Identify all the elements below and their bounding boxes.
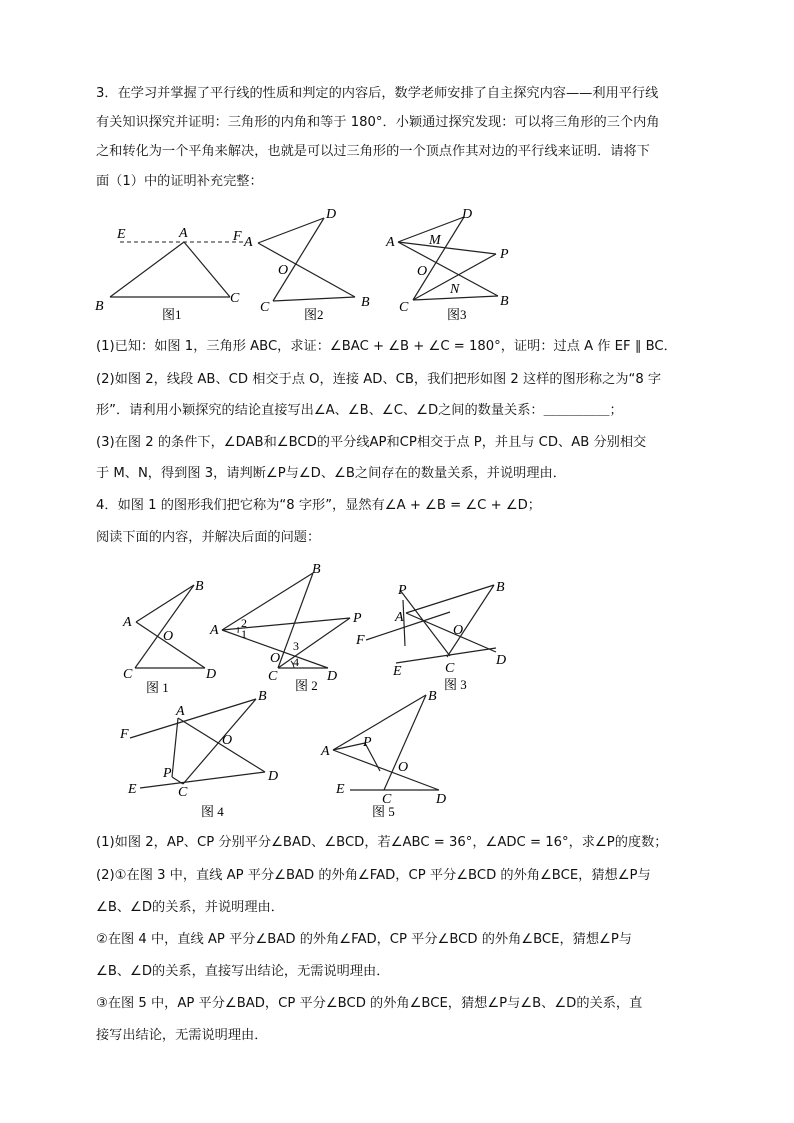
g1-caption: 图 1	[146, 680, 169, 695]
g2-label-2: 2	[241, 616, 247, 630]
g4-label-C: C	[178, 785, 188, 800]
q3-part3-a: (3)在图 2 的条件下，∠DAB和∠BCD的平分线AP和CP相交于点 P，并且与 CD、AB 分别相交	[96, 435, 647, 450]
g2-label-1: 1	[241, 627, 247, 641]
g2-label-C: C	[268, 669, 278, 684]
figure-1-triangle-abc	[95, 226, 245, 322]
q4-figure-4	[119, 689, 278, 819]
bottom-figures	[110, 560, 530, 825]
g2-label-4: 4	[293, 655, 299, 669]
g5-label-O: O	[398, 760, 409, 775]
q3-line-1: 3．在学习并掌握了平行线的性质和判定的内容后，数学老师安排了自主探究内容——利用平行线	[96, 86, 659, 101]
q3-line-3: 之和转化为一个平角来解决，也就是可以过三角形的一个顶点作其对边的平行线来证明．请将下	[96, 144, 650, 159]
fig2-label-B: B	[361, 295, 370, 310]
g1-label-B: B	[195, 579, 204, 594]
fig3-label-A: A	[386, 235, 395, 250]
fig3-label-P: P	[500, 247, 509, 262]
q4-part2-3a: ③在图 5 中，AP 平分∠BAD，CP 平分∠BCD 的外角∠BCE，猜想∠P与∠B、∠D的关系，直	[96, 996, 643, 1011]
g5-label-E: E	[336, 782, 345, 797]
g3-caption: 图 3	[444, 677, 467, 692]
fig1-caption: 图1	[162, 307, 182, 322]
q3-part2-b: 形”．请利用小颖探究的结论直接写出∠A、∠B、∠C、∠D之间的数量关系：＿＿＿＿＿；	[96, 403, 623, 418]
g2-label-O: O	[270, 651, 281, 666]
fig1-label-C: C	[230, 291, 240, 306]
figure-2-eight-shape	[243, 207, 370, 322]
q4-figure-5	[320, 689, 446, 819]
fig2-label-A: A	[244, 235, 253, 250]
fig3-label-M: M	[429, 233, 441, 248]
q3-line-2: 有关知识探究并证明：三角形的内角和等于 180°．小颖通过探究发现：可以将三角形的三个内角	[96, 115, 660, 130]
top-figures	[90, 198, 530, 328]
q4-part2-1b: ∠B、∠D的关系，并说明理由．	[96, 900, 284, 915]
q4-figure-1	[122, 579, 216, 695]
fig1-label-A: A	[179, 226, 188, 241]
g4-label-E: E	[128, 782, 137, 797]
q4-line-2: 阅读下面的内容，并解决后面的问题：	[96, 530, 321, 545]
fig2-caption: 图2	[304, 307, 324, 322]
q3-line-4: 面（1）中的证明补充完整：	[96, 174, 263, 189]
q4-figure-3	[355, 580, 506, 692]
g2-caption: 图 2	[295, 678, 318, 693]
g3-label-P: P	[398, 583, 407, 598]
q3-part3-b: 于 M、N，得到图 3，请判断∠P与∠D、∠B之间存在的数量关系，并说明理由．	[96, 466, 566, 481]
g5-label-C: C	[382, 792, 392, 807]
g2-label-P: P	[353, 611, 362, 626]
g2-label-3: 3	[293, 639, 299, 653]
g1-label-D: D	[206, 667, 217, 682]
fig3-label-C: C	[399, 300, 409, 315]
g4-label-O: O	[222, 733, 233, 748]
fig3-label-O: O	[417, 264, 428, 279]
fig2-label-C: C	[260, 300, 270, 315]
g1-label-C: C	[123, 667, 133, 682]
fig2-label-O: O	[278, 263, 289, 278]
g4-caption: 图 4	[201, 804, 224, 819]
g5-label-B: B	[428, 689, 437, 704]
g4-label-D: D	[268, 769, 279, 784]
fig3-caption: 图3	[447, 307, 467, 322]
g5-label-A: A	[321, 744, 330, 759]
fig3-label-B: B	[500, 294, 509, 309]
fig3-label-N: N	[450, 282, 460, 297]
fig1-label-F: F	[233, 229, 242, 244]
fig1-label-E: E	[117, 227, 126, 242]
q4-part2-1a: (2)①在图 3 中，直线 AP 平分∠BAD 的外角∠FAD，CP 平分∠BCD 的外角∠BCE，猜想∠P与	[96, 868, 651, 883]
fig1-label-B: B	[95, 299, 104, 314]
g3-label-E: E	[393, 664, 402, 679]
g3-label-F: F	[356, 633, 365, 648]
fig3-label-D: D	[462, 207, 473, 222]
g3-label-A: A	[395, 610, 404, 625]
g4-label-A: A	[176, 704, 185, 719]
g3-label-D: D	[496, 653, 507, 668]
g2-label-B: B	[312, 562, 321, 577]
g5-caption: 图 5	[372, 804, 395, 819]
q4-part1: (1)如图 2，AP、CP 分别平分∠BAD、∠BCD，若∠ABC = 36°，∠ADC = 16°，求∠P的度数；	[96, 835, 668, 850]
q4-part2-2b: ∠B、∠D的关系，直接写出结论，无需说明理由．	[96, 964, 390, 979]
g1-label-A: A	[123, 615, 132, 630]
g3-label-C: C	[445, 661, 455, 676]
figure-3-bisectors	[385, 207, 509, 322]
q4-figure-2	[209, 562, 362, 693]
q3-part2-a: (2)如图 2，线段 AB、CD 相交于点 O，连接 AD、CB，我们把形如图 2 这样的图形称之为“8 字	[96, 372, 662, 387]
g3-label-B: B	[496, 580, 505, 595]
q4-line-1: 4．如图 1 的图形我们把它称为“8 字形”，显然有∠A + ∠B = ∠C + ∠D；	[96, 498, 541, 513]
g4-label-B: B	[258, 689, 267, 704]
g5-label-D: D	[436, 792, 447, 807]
g5-label-P: P	[363, 735, 372, 750]
q3-part1: (1)已知：如图 1，三角形 ABC，求证：∠BAC + ∠B + ∠C = 180°，证明：过点 A 作 EF ∥ BC．	[96, 339, 677, 354]
q4-part2-2a: ②在图 4 中，直线 AP 平分∠BAD 的外角∠FAD，CP 平分∠BCD 的外角∠BCE，猜想∠P与	[96, 932, 632, 947]
fig2-label-D: D	[326, 207, 337, 222]
g2-label-D: D	[327, 669, 338, 684]
g4-label-P: P	[163, 766, 172, 781]
g2-label-A: A	[210, 623, 219, 638]
q4-part2-3b: 接写出结论，无需说明理由．	[96, 1028, 268, 1043]
g4-label-F: F	[120, 727, 129, 742]
g3-label-O: O	[453, 623, 464, 638]
g1-label-O: O	[163, 629, 174, 644]
